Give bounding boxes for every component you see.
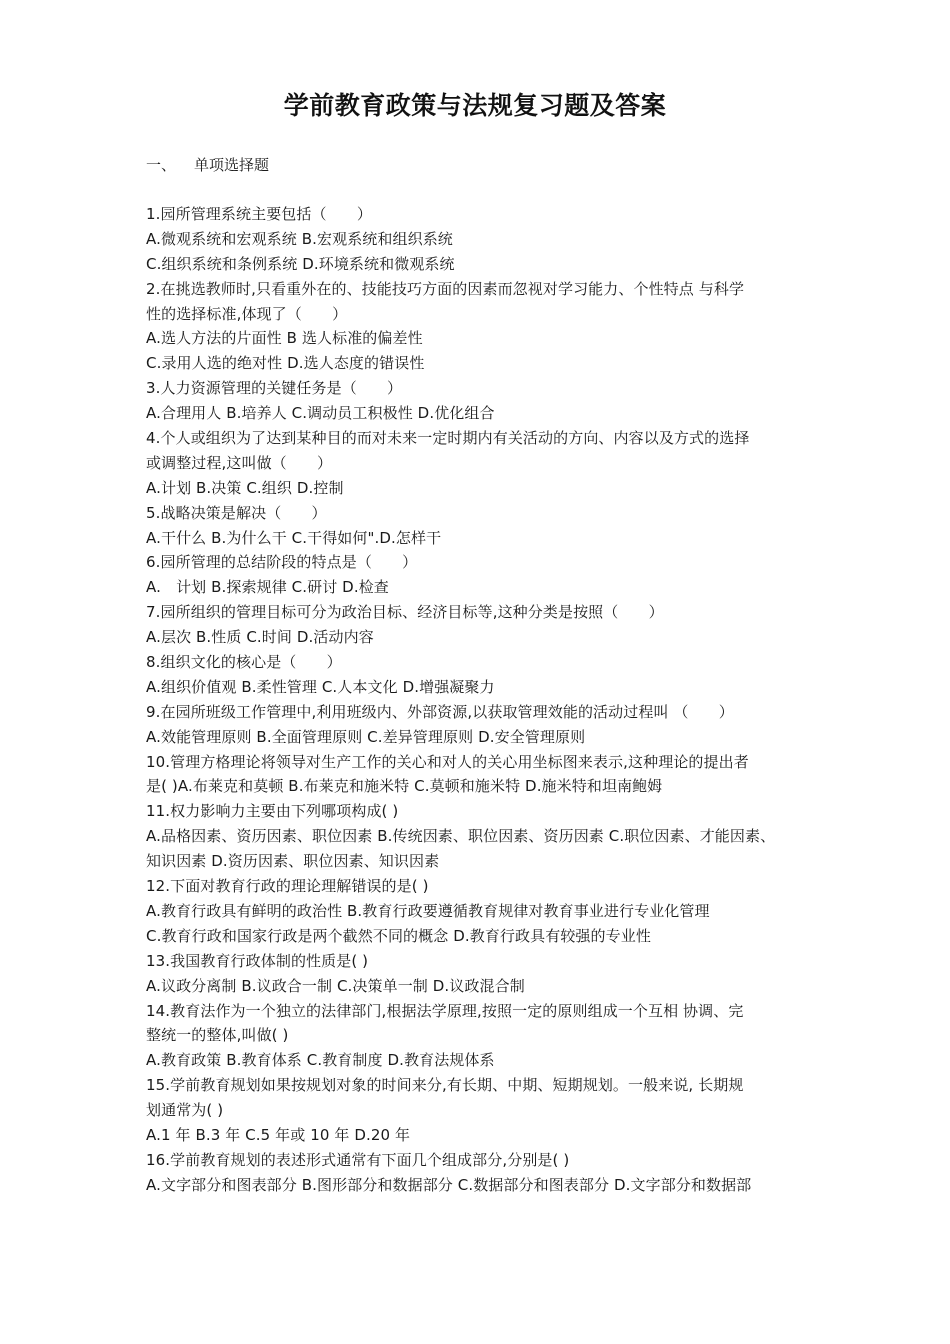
text-line: 1.园所管理系统主要包括（ ） xyxy=(146,205,372,223)
section-title: 单项选择题 xyxy=(194,156,270,174)
text-line: A.1 年 B.3 年 C.5 年或 10 年 D.20 年 xyxy=(146,1125,411,1144)
text-line: A.教育行政具有鲜明的政治性 B.教育行政要遵循教育规律对教育事业进行专业化管理 xyxy=(146,901,710,920)
text-line: 13.我国教育行政体制的性质是( ) xyxy=(146,951,369,970)
text-line: 是( )A.布莱克和莫顿 B.布莱克和施米特 C.莫顿和施米特 D.施米特和坦南鲍姆 xyxy=(146,777,663,796)
text-line: 4.个人或组织为了达到某种目的而对未来一定时期内有关活动的方向、内容以及方式的选择 xyxy=(146,429,750,448)
text-line: A.组织价值观 B.柔性管理 C.人本文化 D.增强凝聚力 xyxy=(146,677,495,696)
text-line: A. 计划 B.探索规律 C.研讨 D.检查 xyxy=(146,578,389,597)
text-line: 2.在挑选教师时,只看重外在的、技能技巧方面的因素而忽视对学习能力、个性特点 与科学 xyxy=(146,279,745,298)
text-line: 15.学前教育规划如果按规划对象的时间来分,有长期、中期、短期规划。一般来说, 长期规 xyxy=(146,1076,744,1095)
text-line: 7.园所组织的管理目标可分为政治目标、经济目标等,这种分类是按照（ ） xyxy=(146,603,664,622)
text-line: 3.人力资源管理的关键任务是（ ） xyxy=(146,379,403,398)
text-line: C.教育行政和国家行政是两个截然不同的概念 D.教育行政具有较强的专业性 xyxy=(146,926,651,945)
text-line: 8.组织文化的核心是（ ） xyxy=(146,653,342,672)
section-number: 一、 xyxy=(146,156,177,174)
text-line: 16.学前教育规划的表述形式通常有下面几个组成部分,分别是( ) xyxy=(146,1150,570,1169)
text-line: C.录用人选的绝对性 D.选人态度的错误性 xyxy=(146,354,425,373)
text-line: 5.战略决策是解决（ ） xyxy=(146,503,327,522)
text-line: 14.教育法作为一个独立的法律部门,根据法学原理,按照一定的原则组成一个互相 协调、完 xyxy=(146,1001,744,1020)
text-line: A.品格因素、资历因素、职位因素 B.传统因素、职位因素、资历因素 C.职位因素、才能因素、 xyxy=(146,827,776,846)
text-line: A.微观系统和宏观系统 B.宏观系统和组织系统 xyxy=(146,229,453,248)
text-line: A.合理用人 B.培养人 C.调动员工积极性 D.优化组合 xyxy=(146,404,495,423)
document-title: 学前教育政策与法规复习题及答案 xyxy=(283,91,667,120)
text-line: A.教育政策 B.教育体系 C.教育制度 D.教育法规体系 xyxy=(146,1051,495,1070)
question-list xyxy=(146,202,816,1198)
text-line: 6.园所管理的总结阶段的特点是（ ） xyxy=(146,553,418,572)
text-line: 10.管理方格理论将领导对生产工作的关心和对人的关心用坐标图来表示,这种理论的提出者 xyxy=(146,752,749,771)
text-line: A.效能管理原则 B.全面管理原则 C.差异管理原则 D.安全管理原则 xyxy=(146,727,586,746)
text-line: A.层次 B.性质 C.时间 D.活动内容 xyxy=(146,628,374,647)
text-line: C.组织系统和条例系统 D.环境系统和微观系统 xyxy=(146,254,455,273)
text-line: 整统一的整体,叫做( ) xyxy=(146,1026,289,1045)
text-line: 性的选择标准,体现了（ ） xyxy=(146,304,348,323)
text-line: A.选人方法的片面性 B 选人标准的偏差性 xyxy=(146,329,423,348)
section-heading xyxy=(146,153,269,177)
text-line: 12.下面对教育行政的理论理解错误的是( ) xyxy=(146,877,429,896)
text-line: A.议政分离制 B.议政合一制 C.决策单一制 D.议政混合制 xyxy=(146,976,525,995)
text-line: 或调整过程,这叫做（ ） xyxy=(146,453,333,472)
text-line: A.文字部分和图表部分 B.图形部分和数据部分 C.数据部分和图表部分 D.文字部分和数据部 xyxy=(146,1175,752,1194)
text-line: 知识因素 D.资历因素、职位因素、知识因素 xyxy=(146,852,440,871)
text-line: 11.权力影响力主要由下列哪项构成( ) xyxy=(146,802,399,821)
text-line: 划通常为( ) xyxy=(146,1101,224,1120)
text-line: A.计划 B.决策 C.组织 D.控制 xyxy=(146,478,344,497)
text-line: 9.在园所班级工作管理中,利用班级内、外部资源,以获取管理效能的活动过程叫 （ ） xyxy=(146,702,734,721)
text-line: A.干什么 B.为什么干 C.干得如何".D.怎样干 xyxy=(146,528,442,547)
